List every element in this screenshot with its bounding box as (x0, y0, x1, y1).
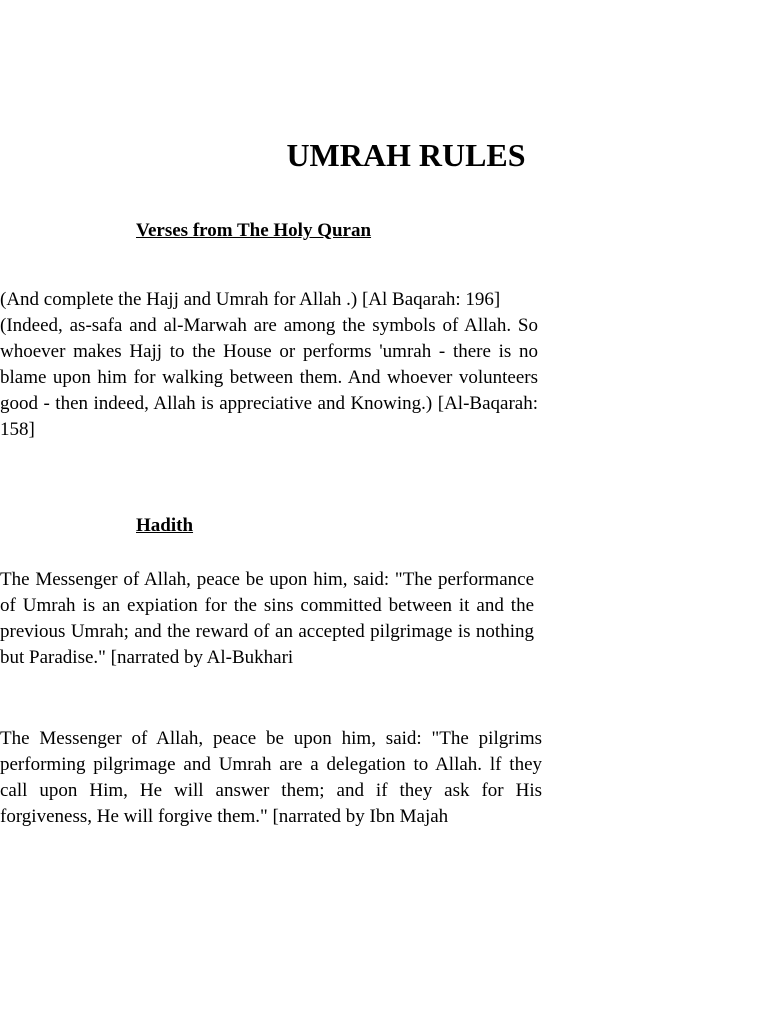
list-item-text: (Indeed, as-safa and al-Marwah are among the symbols of Allah. So whoever makes Hajj to the House or performs 'umrah - there is no blame upon him for walking between them. And whoever volunteers good - then indeed, Allah is appreciative and Knowing.) [Al-Baqarah: 158] (0, 315, 538, 440)
list-item-text: The Messenger of Allah, peace be upon him, said: "The pilgrims performing pilgrimage and Umrah are a delegation to Allah. lf they call upon Him, He will answer them; and if they ask for His forgiveness, He will forgive them." [narrated by Ibn Majah (0, 728, 542, 827)
page-title: UMRAH RULES (286, 137, 526, 173)
hadith-list-first (0, 567, 534, 671)
list-item-text: The Messenger of Allah, peace be upon him, said: "The performance of Umrah is an expiation for the sins committed between it and the previous Umrah; and the reward of an accepted pilgrimage is nothing but Paradise." [narrated by Al-Bukhari (0, 569, 534, 668)
hadith-list-second (0, 726, 542, 830)
list-item-text: (And complete the Hajj and Umrah for Allah .) [Al Baqarah: 196] (0, 289, 501, 310)
list-item (0, 726, 542, 830)
verses-list (0, 287, 538, 443)
list-item (0, 287, 538, 313)
section-heading-hadith: Hadith (136, 515, 194, 536)
list-item (0, 567, 534, 671)
section-heading-verses: Verses from The Holy Quran (136, 220, 372, 241)
list-item (0, 313, 538, 443)
